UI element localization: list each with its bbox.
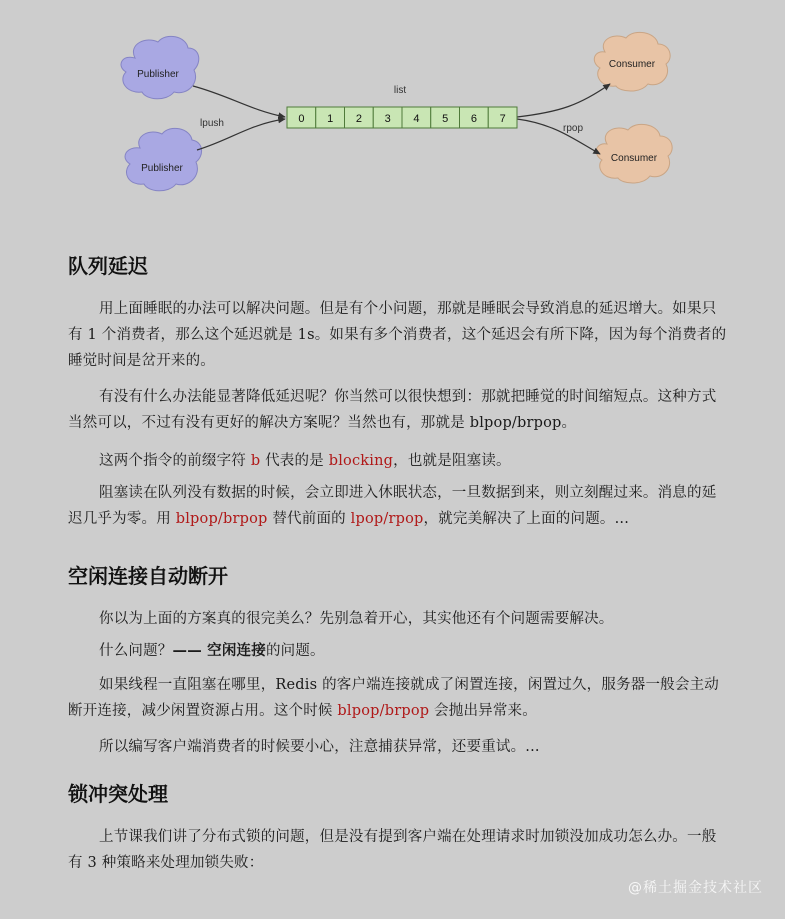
redis-list-queue-diagram bbox=[0, 0, 785, 215]
text: ，就完美解决了上面的问题。... bbox=[423, 511, 630, 527]
list-cell-label: 1 bbox=[327, 113, 334, 125]
paragraph-idle-4: 所以编写客户端消费者的时候要小心，注意捕获异常，还要重试。... bbox=[99, 739, 540, 755]
consumer-top-cloud bbox=[594, 32, 670, 91]
list-cell-label: 0 bbox=[298, 113, 305, 125]
text: 如果线程一直阻塞在哪里，Redis 的客户端连接就成了闲置连接，闲置过久，服务器一般会主动断开连接，减少闲置资源占用。这个时候 bbox=[68, 677, 719, 719]
paragraph-idle-3 bbox=[68, 672, 730, 724]
text: 这两个指令的前缀字符 bbox=[99, 453, 251, 469]
list-cell-label: 4 bbox=[413, 113, 420, 125]
list-cell-label: 5 bbox=[442, 113, 449, 125]
paragraph-queue-delay-2: 有没有什么办法能显著降低延迟呢？你当然可以很快想到：那就把睡觉的时间缩短点。这种方式当然可以，不过有没有更好的解决方案呢？当然也有，那就是 blpop/brpop。 bbox=[68, 389, 717, 431]
highlight-blocking: blocking bbox=[328, 453, 394, 469]
text: 替代前面的 bbox=[267, 511, 351, 527]
paragraph-queue-delay-3 bbox=[68, 448, 730, 474]
heading-lock-conflict: 锁冲突处理 bbox=[68, 782, 168, 806]
arrow-consumer-bottom bbox=[517, 119, 600, 154]
list-cell-label: 6 bbox=[470, 113, 477, 125]
text: 阻塞读在队列没有数据的时候，会立即进入休眠状态，一旦数据到来，则立刻醒过来。消息的延迟几乎为零。用 bbox=[68, 485, 717, 527]
consumer-bottom-label: Consumer bbox=[610, 153, 658, 164]
text: ，也就是阻塞读。 bbox=[393, 453, 511, 469]
heading-queue-delay: 队列延迟 bbox=[68, 254, 148, 278]
highlight-b: b bbox=[250, 453, 261, 469]
text: 代表的是 bbox=[260, 453, 329, 469]
text: 会抛出异常来。 bbox=[429, 703, 537, 719]
list-cell-label: 7 bbox=[499, 113, 506, 125]
heading-idle-disconnect: 空闲连接自动断开 bbox=[68, 564, 228, 588]
paragraph-queue-delay-1: 用上面睡眠的办法可以解决问题。但是有个小问题，那就是睡眠会导致消息的延迟增大。如果只有 1 个消费者，那么这个延迟就是 1s。如果有多个消费者，这个延迟会有所下降，因为每个消费者的睡觉时间是岔开来的。 bbox=[68, 301, 727, 369]
rpop-label: rpop bbox=[562, 123, 584, 134]
arrow-consumer-top bbox=[517, 84, 610, 117]
lpush-label: lpush bbox=[200, 118, 224, 129]
list-label: list bbox=[393, 85, 407, 96]
arrow-publisher-top bbox=[193, 86, 285, 117]
paragraph-idle-1: 你以为上面的方案真的很完美么？先别急着开心，其实他还有个问题需要解决。 bbox=[99, 611, 614, 627]
paragraph-idle-2 bbox=[68, 638, 730, 664]
highlight-blpop-brpop: blpop/brpop bbox=[175, 511, 268, 527]
bold-idle-connection: —— 空闲连接 bbox=[172, 643, 266, 659]
paragraph-queue-delay-4 bbox=[68, 480, 730, 532]
paragraph-lock-1: 上节课我们讲了分布式锁的问题，但是没有提到客户端在处理请求时加锁没加成功怎么办。一般有 3 种策略来处理加锁失败： bbox=[68, 829, 717, 871]
highlight-lpop-rpop: lpop/rpop bbox=[350, 511, 424, 527]
consumer-top-label: Consumer bbox=[608, 59, 656, 70]
text: 的问题。 bbox=[265, 643, 325, 659]
list-cells bbox=[287, 107, 517, 128]
publisher-bottom-label: Publisher bbox=[141, 163, 183, 174]
consumer-bottom-cloud bbox=[596, 124, 672, 183]
watermark: @稀土掘金技术社区 bbox=[628, 880, 763, 896]
text: 什么问题？ bbox=[99, 643, 173, 659]
publisher-top-cloud bbox=[121, 36, 199, 98]
highlight-blpop-brpop: blpop/brpop bbox=[337, 703, 430, 719]
publisher-bottom-cloud bbox=[125, 128, 202, 190]
publisher-top-label: Publisher bbox=[137, 69, 179, 80]
list-cell-label: 3 bbox=[384, 113, 391, 125]
list-cell-label: 2 bbox=[355, 113, 362, 125]
